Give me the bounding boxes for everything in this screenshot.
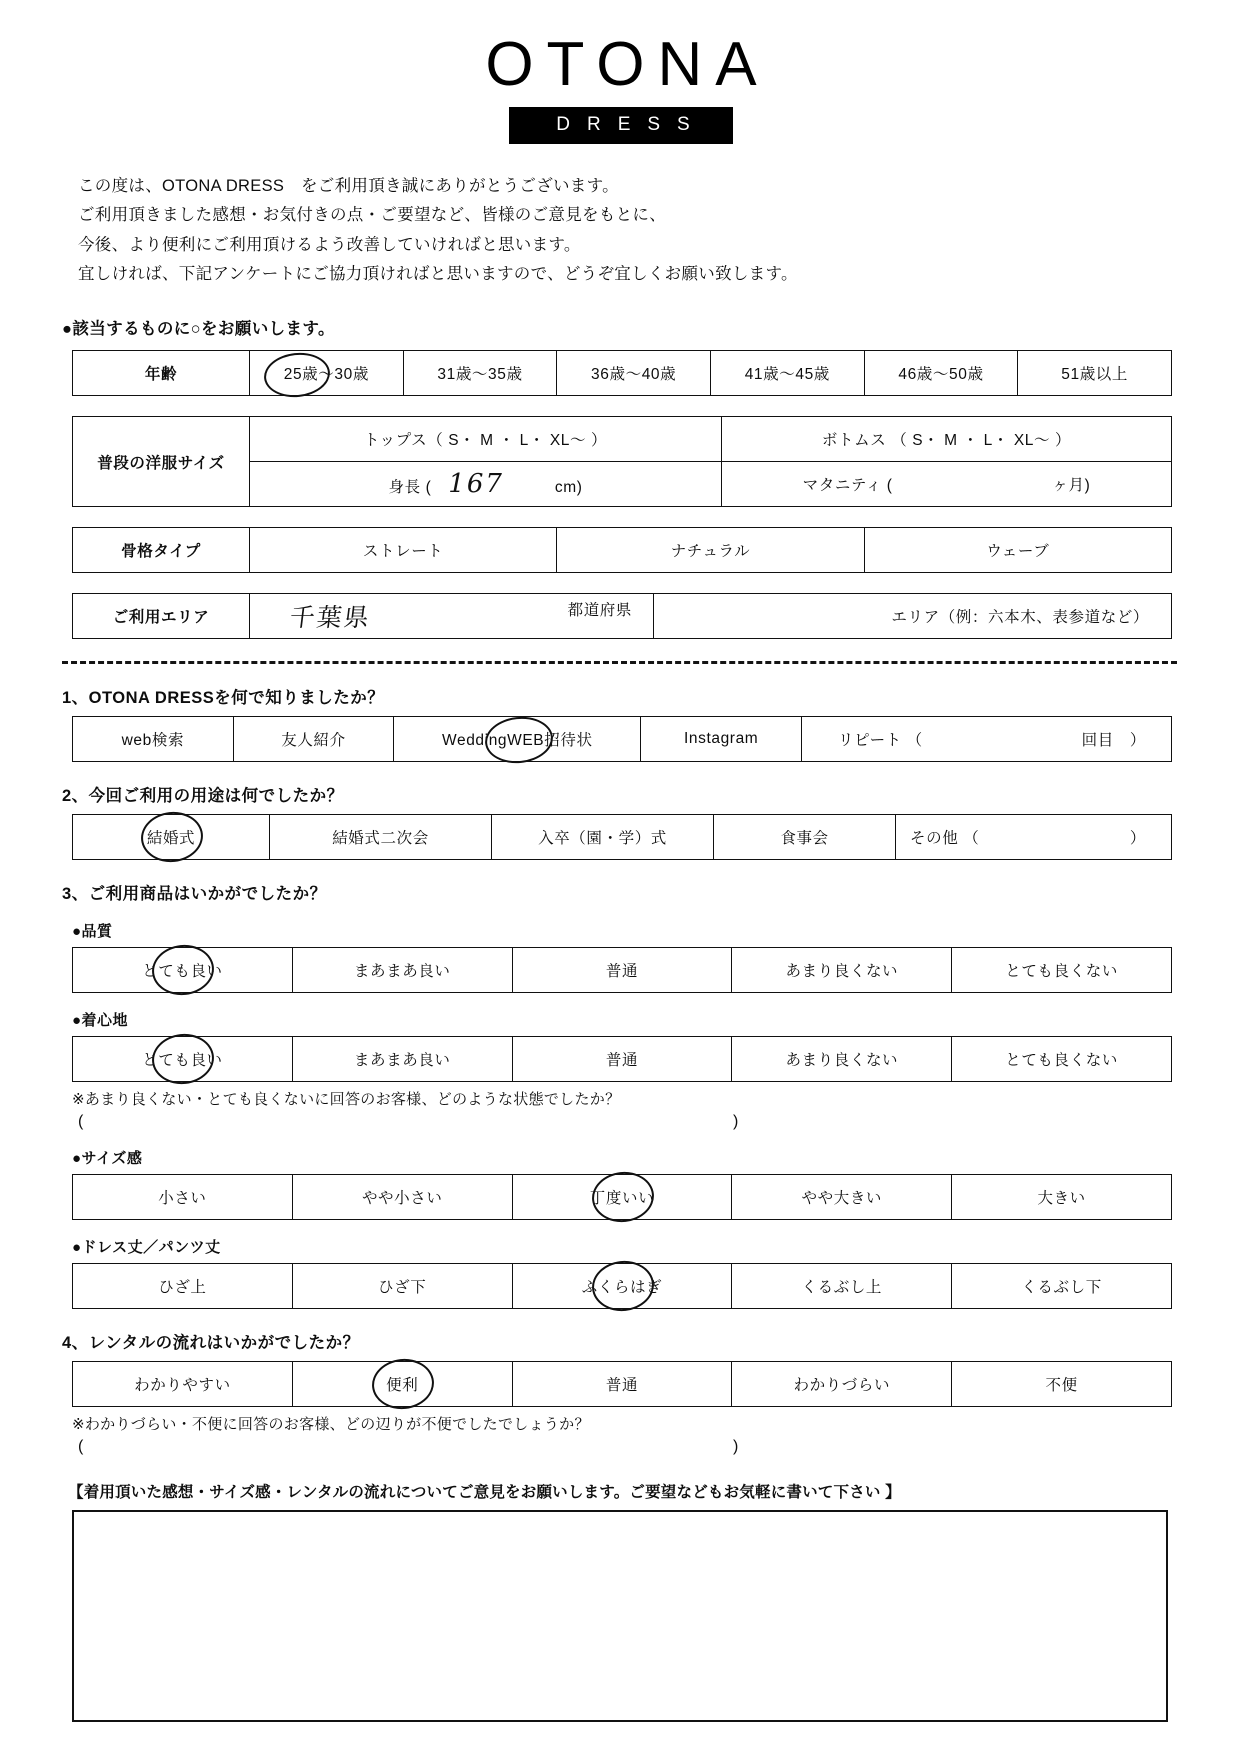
bottoms-size-cell[interactable]: ボトムス （ S・ M ・ L・ XL〜 ）	[722, 417, 1172, 462]
intro-line-3: 今後、より便利にご利用頂けるよう改善していければと思います。	[78, 235, 581, 254]
q4-option-1[interactable]	[292, 1362, 512, 1407]
q1-heading: 1、OTONA DRESSを何で知りましたか？	[62, 689, 385, 708]
length-option-4[interactable]: くるぶし下	[952, 1264, 1172, 1309]
age-option-4[interactable]: 46歳〜50歳	[864, 351, 1018, 396]
q3-length-label: ●ドレス丈／パンツ丈	[72, 1239, 221, 1257]
table-row	[73, 1362, 1172, 1407]
q1-option-4-label: リピート （	[838, 732, 923, 750]
q2-option-4[interactable]	[896, 815, 1172, 860]
quality-option-1[interactable]: まあまあ良い	[292, 948, 512, 993]
maternity-cell[interactable]	[722, 462, 1172, 507]
quality-option-3[interactable]: あまり良くない	[732, 948, 952, 993]
logo-dress-bar: DRESS	[509, 107, 732, 144]
length-option-3[interactable]: くるぶし上	[732, 1264, 952, 1309]
q2-option-0-label: 結婚式	[146, 830, 196, 848]
section-divider	[62, 661, 1177, 664]
q2-option-1[interactable]: 結婚式二次会	[270, 815, 492, 860]
q4-option-3[interactable]: わかりづらい	[732, 1362, 952, 1407]
q2-option-0[interactable]	[73, 815, 270, 860]
area-detail-cell[interactable]	[654, 594, 1172, 639]
table-row	[73, 717, 1172, 762]
quality-option-0[interactable]	[73, 948, 293, 993]
brand-logo	[0, 0, 1242, 144]
age-option-2[interactable]: 36歳〜40歳	[557, 351, 711, 396]
comfort-option-2[interactable]: 普通	[512, 1037, 732, 1082]
length-option-2-label: ふくらはぎ	[581, 1279, 663, 1297]
age-option-0-label: 25歳〜30歳	[283, 366, 369, 384]
body-type-option-2[interactable]: ウェーブ	[864, 528, 1171, 573]
q3-quality-table	[72, 947, 1172, 993]
age-option-5[interactable]: 51歳以上	[1018, 351, 1172, 396]
q3-comfort-note: ※あまり良くない・とても良くないに回答のお客様、どのような状態でしたか？	[72, 1091, 621, 1109]
maternity-unit: ヶ月)	[1052, 477, 1091, 495]
length-option-0[interactable]: ひざ上	[73, 1264, 293, 1309]
quality-option-0-label: とても良い	[142, 963, 223, 981]
table-row	[73, 948, 1172, 993]
q4-option-0[interactable]: わかりやすい	[73, 1362, 293, 1407]
comfort-option-4[interactable]: とても良くない	[952, 1037, 1172, 1082]
q2-table	[72, 814, 1172, 860]
length-option-1[interactable]: ひざ下	[292, 1264, 512, 1309]
q2-option-4-label: その他 （	[910, 830, 980, 848]
comment-box[interactable]	[72, 1510, 1168, 1722]
q4-answer-row[interactable]	[78, 1438, 1168, 1456]
q3-comfort-table	[72, 1036, 1172, 1082]
q2-heading: 2、今回ご利用の用途は何でしたか？	[62, 787, 344, 806]
q4-open-paren: (	[78, 1438, 84, 1456]
age-option-3[interactable]: 41歳〜45歳	[710, 351, 864, 396]
q1-option-2[interactable]	[394, 717, 641, 762]
q1-option-0[interactable]: web検索	[73, 717, 234, 762]
size-fit-option-2[interactable]	[512, 1175, 732, 1220]
comfort-close-paren: )	[733, 1113, 739, 1131]
body-type-table	[72, 527, 1172, 573]
table-row	[73, 1037, 1172, 1082]
comfort-option-0-label: とても良い	[142, 1052, 223, 1070]
quality-option-2[interactable]: 普通	[512, 948, 732, 993]
q1-option-4[interactable]	[802, 717, 1172, 762]
body-type-label: 骨格タイプ	[73, 528, 250, 573]
intro-line-4: 宜しければ、下記アンケートにご協力頂ければと思いますので、どうぞ宜しくお願い致します。	[78, 265, 798, 284]
size-fit-option-4[interactable]: 大きい	[952, 1175, 1172, 1220]
q3-size-fit-table	[72, 1174, 1172, 1220]
instruction-text: ●該当するものに○をお願いします。	[62, 320, 335, 339]
age-option-1[interactable]: 31歳〜35歳	[403, 351, 557, 396]
q4-option-2[interactable]: 普通	[512, 1362, 732, 1407]
q3-length-table	[72, 1263, 1172, 1309]
q2-option-3[interactable]: 食事会	[714, 815, 896, 860]
table-row	[73, 815, 1172, 860]
height-value: 167	[448, 469, 504, 500]
q3-comfort-answer-row[interactable]	[78, 1113, 1168, 1131]
intro-paragraph	[78, 172, 1242, 289]
q3-heading: 3、ご利用商品はいかがでしたか？	[62, 885, 327, 904]
q4-option-1-label: 便利	[386, 1377, 419, 1395]
table-row	[73, 351, 1172, 396]
comment-heading: 【着用頂いた感想・サイズ感・レンタルの流れについてご意見をお願いします。ご要望などもお気軽に書いて下さい 】	[68, 1484, 901, 1502]
height-unit: cm)	[554, 479, 583, 497]
q3-size-fit-label: ●サイズ感	[72, 1150, 143, 1168]
table-row	[73, 594, 1172, 639]
area-table	[72, 593, 1172, 639]
q4-option-4[interactable]: 不便	[952, 1362, 1172, 1407]
maternity-prefix: マタニティ (	[802, 477, 893, 495]
size-fit-option-3[interactable]: やや大きい	[732, 1175, 952, 1220]
q4-table	[72, 1361, 1172, 1407]
q1-option-1[interactable]: 友人紹介	[233, 717, 394, 762]
height-cell[interactable]	[250, 462, 722, 507]
table-row	[73, 1175, 1172, 1220]
prefecture-value: 千葉県	[288, 603, 373, 633]
q3-comfort-label: ●着心地	[72, 1012, 129, 1030]
intro-line-2: ご利用頂きました感想・お気付きの点・ご要望など、皆様のご意見をもとに、	[78, 206, 666, 225]
logo-otona-text: OTONA	[485, 30, 770, 99]
q1-repeat-count-suffix: 回目 ）	[1081, 732, 1146, 750]
quality-option-4[interactable]: とても良くない	[952, 948, 1172, 993]
age-label: 年齢	[73, 351, 250, 396]
table-row	[73, 417, 1172, 462]
clothing-size-label: 普段の洋服サイズ	[73, 417, 250, 507]
clothing-size-table	[72, 416, 1172, 507]
size-fit-option-1[interactable]: やや小さい	[292, 1175, 512, 1220]
intro-line-1: この度は、OTONA DRESS をご利用頂き誠にありがとうございます。	[78, 177, 619, 195]
comfort-option-3[interactable]: あまり良くない	[732, 1037, 952, 1082]
size-fit-option-2-label: 丁度いい	[589, 1190, 655, 1208]
body-type-option-1[interactable]: ナチュラル	[557, 528, 864, 573]
area-hint: エリア（例：六本木、表参道など）	[891, 609, 1149, 627]
body-type-option-0[interactable]: ストレート	[250, 528, 557, 573]
age-table	[72, 350, 1172, 396]
comfort-open-paren: (	[78, 1113, 84, 1131]
q1-option-2-label: WeddingWEB招待状	[442, 732, 593, 750]
prefecture-cell[interactable]	[250, 594, 654, 639]
q1-option-3[interactable]: Instagram	[641, 717, 802, 762]
q2-option-2[interactable]: 入卒（園・学）式	[492, 815, 714, 860]
table-row	[73, 1264, 1172, 1309]
q2-other-close-paren: ）	[1129, 830, 1146, 848]
size-fit-option-0[interactable]: 小さい	[73, 1175, 293, 1220]
height-prefix: 身長 (	[388, 479, 432, 497]
comfort-option-0[interactable]	[73, 1037, 293, 1082]
q4-heading: 4、レンタルの流れはいかがでしたか？	[62, 1334, 360, 1353]
tops-size-cell[interactable]: トップス（ S・ M ・ L・ XL〜 ）	[250, 417, 722, 462]
q4-close-paren: )	[733, 1438, 739, 1456]
q3-quality-label: ●品質	[72, 923, 113, 941]
length-option-2[interactable]	[512, 1264, 732, 1309]
q4-note: ※わかりづらい・不便に回答のお客様、どの辺りが不便でしたでしょうか？	[72, 1416, 590, 1434]
area-label: ご利用エリア	[73, 594, 250, 639]
age-option-0[interactable]	[250, 351, 404, 396]
table-row	[73, 528, 1172, 573]
prefecture-hint: 都道府県	[567, 602, 632, 620]
q1-table	[72, 716, 1172, 762]
comfort-option-1[interactable]: まあまあ良い	[292, 1037, 512, 1082]
